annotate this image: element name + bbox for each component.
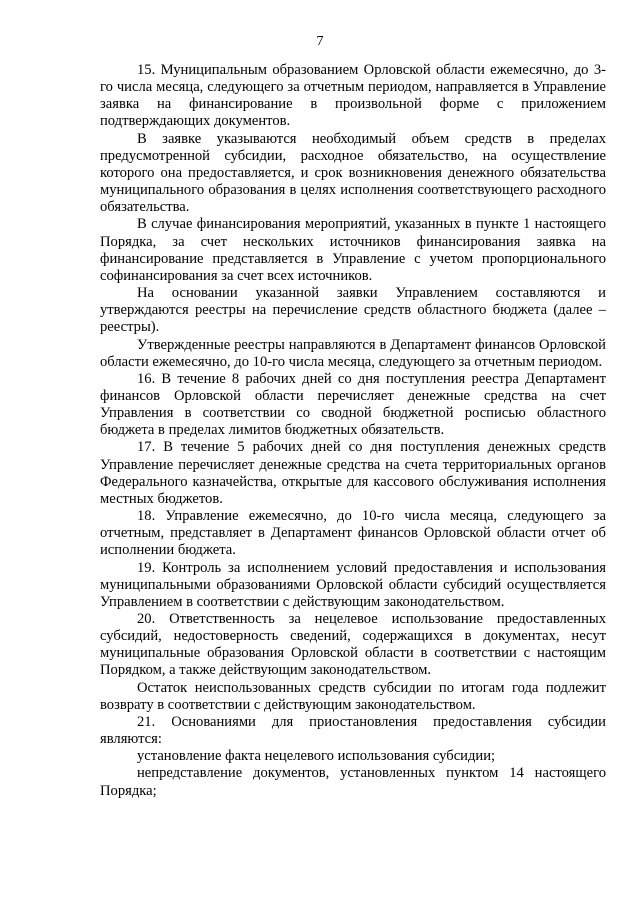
paragraph-21: 21. Основаниями для приостановления предоставления субсидии являются: bbox=[100, 713, 606, 748]
paragraph-approved-registers: Утвержденные реестры направляются в Департамент финансов Орловской области ежемесячно, до 10-го числа месяца, следующего за отчетным периодом. bbox=[100, 336, 606, 370]
page-number: 7 bbox=[316, 34, 324, 49]
paragraph-18: 18. Управление ежемесячно, до 10-го числа месяца, следующего за отчетным, представляет в Департамент финансов Орловской области отчет об исполнении бюджета. bbox=[100, 508, 606, 559]
paragraph-15: 15. Муниципальным образованием Орловской области ежемесячно, до 3-го числа месяца, следующего за отчетным периодом, направляется в Управление заявка на финансирование в произвольной форме с приложением подтверждающих документов. bbox=[100, 62, 606, 130]
paragraph-remainder: Остаток неиспользованных средств субсидии по итогам года подлежит возврату в соответствии с действующим законодательством. bbox=[100, 679, 606, 713]
paragraph-20: 20. Ответственность за нецелевое использование предоставленных субсидий, недостоверность сведений, содержащихся в документах, несут муниципальные образования Орловской области в соответствии с настоящим Порядком, а также действующим законодательством. bbox=[100, 611, 606, 679]
paragraph-application-content: В заявке указываются необходимый объем средств в пределах предусмотренной субсидии, расходное обязательство, на осуществление которого она предоставляется, и срок возникновения денежного обязательства муниципального образования в целях исполнения соответствующего расходного обязательства. bbox=[100, 130, 606, 216]
paragraph-multiple-sources: В случае финансирования мероприятий, указанных в пункте 1 настоящего Порядка, за счет нескольких источников финансирования заявка на финансирование представляется в Управление с учетом пропорционального софинансирования за счет всех источников. bbox=[100, 216, 606, 284]
document-body bbox=[100, 62, 606, 800]
paragraph-19: 19. Контроль за исполнением условий предоставления и использования муниципальными образованиями Орловской области субсидий осуществляется Управлением в соответствии с действующим законодательством. bbox=[100, 559, 606, 610]
paragraph-17: 17. В течение 5 рабочих дней со дня поступления денежных средств Управление перечисляет денежные средства на счета территориальных органов Федерального казначейства, открытые для кассового обслуживания исполнения местных бюджетов. bbox=[100, 439, 606, 507]
paragraph-16: 16. В течение 8 рабочих дней со дня поступления реестра Департамент финансов Орловской области перечисляет денежные средства на счет Управления в соответствии со сводной бюджетной росписью областного бюджета в пределах лимитов бюджетных обязательств. bbox=[100, 370, 606, 439]
list-item-documents: непредставление документов, установленных пунктом 14 настоящего Порядка; bbox=[100, 765, 606, 799]
paragraph-registers: На основании указанной заявки Управлением составляются и утверждаются реестры на перечисление средств областного бюджета (далее – реестры). bbox=[100, 285, 606, 336]
list-item-misuse: установление факта нецелевого использования субсидии; bbox=[137, 748, 496, 765]
